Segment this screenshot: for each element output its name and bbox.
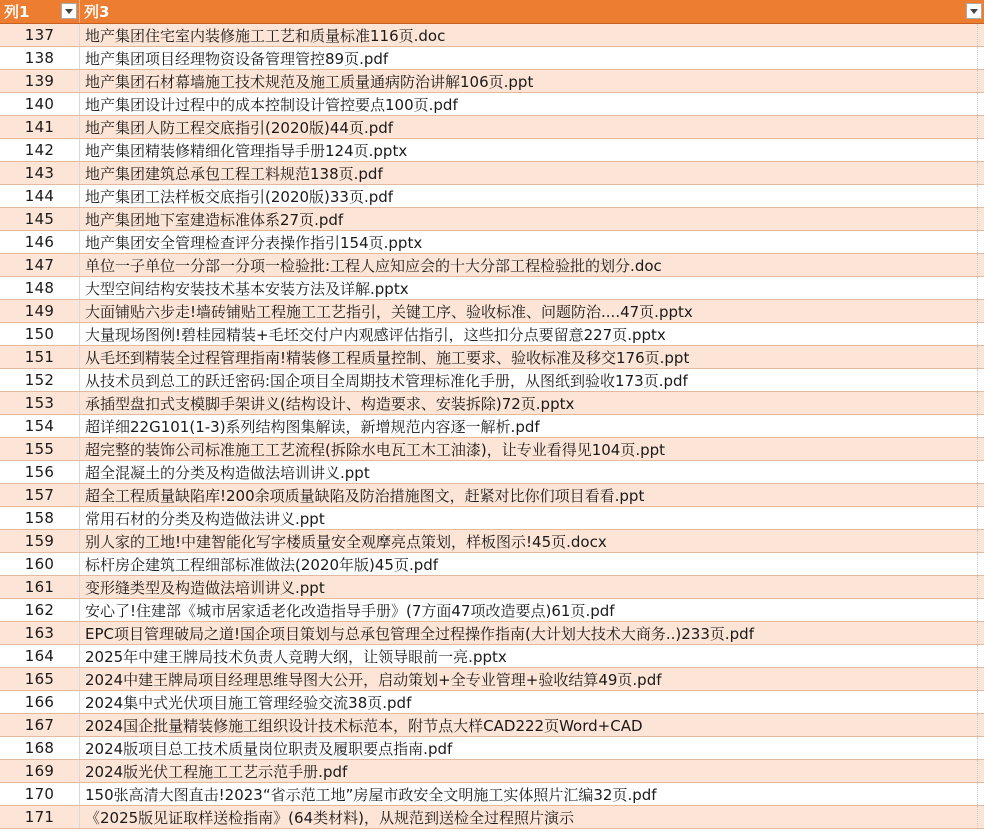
table-row[interactable] xyxy=(0,645,984,668)
row-end-gridline xyxy=(977,507,984,529)
row-number-cell[interactable]: 169 xyxy=(0,760,80,782)
row-number-cell[interactable]: 148 xyxy=(0,277,80,299)
row-number-cell[interactable]: 153 xyxy=(0,392,80,414)
table-row[interactable] xyxy=(0,576,984,599)
title-cell[interactable]: 2024国企批量精装修施工组织设计技术标范本，附节点大样CAD222页Word+CAD xyxy=(85,716,643,735)
row-number-cell[interactable]: 161 xyxy=(0,576,80,598)
title-cell[interactable]: 变形缝类型及构造做法培训讲义.ppt xyxy=(85,578,325,597)
title-cell[interactable]: 超全混凝土的分类及构造做法培训讲义.ppt xyxy=(85,463,370,482)
row-end-gridline xyxy=(977,116,984,138)
table-header xyxy=(0,0,984,24)
table-row[interactable] xyxy=(0,599,984,622)
row-end-gridline xyxy=(977,438,984,460)
table-row[interactable] xyxy=(0,47,984,70)
row-end-gridline xyxy=(977,231,984,253)
title-cell[interactable]: 地产集团安全管理检查评分表操作指引154页.pptx xyxy=(85,233,423,252)
row-end-gridline xyxy=(977,415,984,437)
row-number-cell[interactable]: 171 xyxy=(0,806,80,828)
title-cell[interactable]: 从技术员到总工的跃迁密码:国企项目全周期技术管理标准化手册，从图纸到验收173页.pdf xyxy=(85,371,688,390)
table-row[interactable] xyxy=(0,553,984,576)
row-end-gridline xyxy=(977,346,984,368)
row-number-cell[interactable]: 141 xyxy=(0,116,80,138)
row-end-gridline xyxy=(977,93,984,115)
row-end-gridline xyxy=(977,277,984,299)
table-row[interactable] xyxy=(0,806,984,829)
row-end-gridline xyxy=(977,369,984,391)
title-cell[interactable]: 2024版项目总工技术质量岗位职责及履职要点指南.pdf xyxy=(85,739,453,758)
title-cell[interactable]: 《2025版见证取样送检指南》(64类材料)，从规范到送检全过程照片演示 xyxy=(85,808,574,827)
row-end-gridline xyxy=(977,208,984,230)
row-number-cell[interactable]: 160 xyxy=(0,553,80,575)
row-end-gridline xyxy=(977,47,984,69)
row-number-cell[interactable]: 157 xyxy=(0,484,80,506)
title-cell[interactable]: 2025年中建王牌局技术负责人竞聘大纲，让领导眼前一亮.pptx xyxy=(85,647,507,666)
title-cell[interactable]: 安心了!住建部《城市居家适老化改造指导手册》(7方面47项改造要点)61页.pdf xyxy=(85,601,615,620)
row-number-cell[interactable]: 167 xyxy=(0,714,80,736)
table-row[interactable] xyxy=(0,783,984,806)
title-cell[interactable]: 超全工程质量缺陷库!200余项质量缺陷及防治措施图文，赶紧对比你们项目看看.ppt xyxy=(85,486,645,505)
row-number-cell[interactable]: 138 xyxy=(0,47,80,69)
title-cell[interactable]: 地产集团地下室建造标准体系27页.pdf xyxy=(85,210,344,229)
title-cell[interactable]: 地产集团人防工程交底指引(2020版)44页.pdf xyxy=(85,118,394,137)
row-number-cell[interactable]: 142 xyxy=(0,139,80,161)
row-end-gridline xyxy=(977,392,984,414)
row-number-cell[interactable]: 155 xyxy=(0,438,80,460)
row-number-cell[interactable]: 170 xyxy=(0,783,80,805)
row-end-gridline xyxy=(977,668,984,690)
row-number-cell[interactable]: 149 xyxy=(0,300,80,322)
row-end-gridline xyxy=(977,783,984,805)
filter-dropdown-col1[interactable] xyxy=(61,3,77,19)
row-number-cell[interactable]: 163 xyxy=(0,622,80,644)
title-cell[interactable]: 2024版光伏工程施工工艺示范手册.pdf xyxy=(85,762,348,781)
title-cell[interactable]: 承插型盘扣式支模脚手架讲义(结构设计、构造要求、安装拆除)72页.pptx xyxy=(85,394,575,413)
table-row[interactable] xyxy=(0,277,984,300)
row-end-gridline xyxy=(977,806,984,828)
row-number-cell[interactable]: 154 xyxy=(0,415,80,437)
table-row[interactable] xyxy=(0,691,984,714)
title-cell[interactable]: 大量现场图例!碧桂园精装+毛坯交付户内观感评估指引，这些扣分点要留意227页.pptx xyxy=(85,325,666,344)
table-row[interactable] xyxy=(0,254,984,277)
row-end-gridline xyxy=(977,622,984,644)
row-end-gridline xyxy=(977,553,984,575)
table-row[interactable] xyxy=(0,760,984,783)
row-number-cell[interactable]: 151 xyxy=(0,346,80,368)
row-number-cell[interactable]: 165 xyxy=(0,668,80,690)
header-cell-col1[interactable] xyxy=(0,0,80,23)
table-row[interactable] xyxy=(0,346,984,369)
title-cell[interactable]: 地产集团精装修精细化管理指导手册124页.pptx xyxy=(85,141,408,160)
table-row[interactable] xyxy=(0,668,984,691)
row-end-gridline xyxy=(977,300,984,322)
title-cell[interactable]: 150张高清大图直击!2023“省示范工地”房屋市政安全文明施工实体照片汇编32页.pdf xyxy=(85,785,657,804)
title-cell[interactable]: 地产集团建筑总承包工程工料规范138页.pdf xyxy=(85,164,383,183)
title-cell[interactable]: 地产集团项目经理物资设备管理管控89页.pdf xyxy=(85,49,389,68)
title-cell[interactable]: 2024集中式光伏项目施工管理经验交流38页.pdf xyxy=(85,693,412,712)
table-row[interactable] xyxy=(0,530,984,553)
row-end-gridline xyxy=(977,645,984,667)
table-row[interactable] xyxy=(0,208,984,231)
table-row[interactable] xyxy=(0,369,984,392)
row-end-gridline xyxy=(977,323,984,345)
table-row[interactable] xyxy=(0,737,984,760)
title-cell[interactable]: 别人家的工地!中建智能化写字楼质量安全观摩亮点策划，样板图示!45页.docx xyxy=(85,532,607,551)
title-cell[interactable]: 地产集团住宅室内装修施工工艺和质量标准116页.doc xyxy=(85,26,446,45)
header-cell-col3[interactable] xyxy=(80,0,984,23)
row-end-gridline xyxy=(977,461,984,483)
row-number-cell[interactable]: 158 xyxy=(0,507,80,529)
row-end-gridline xyxy=(977,484,984,506)
row-end-gridline xyxy=(977,691,984,713)
dropdown-arrow-icon xyxy=(970,9,978,14)
title-cell[interactable]: 从毛坯到精装全过程管理指南!精装修工程质量控制、施工要求、验收标准及移交176页.ppt xyxy=(85,348,690,367)
table-row[interactable] xyxy=(0,116,984,139)
table-row[interactable] xyxy=(0,231,984,254)
title-cell[interactable]: 标杆房企建筑工程细部标准做法(2020年版)45页.pdf xyxy=(85,555,439,574)
title-cell[interactable]: 超完整的装饰公司标准施工工艺流程(拆除水电瓦工木工油漆)，让专业看得见104页.ppt xyxy=(85,440,666,459)
table-row[interactable] xyxy=(0,139,984,162)
table-row[interactable] xyxy=(0,484,984,507)
table-row[interactable] xyxy=(0,323,984,346)
table-row[interactable] xyxy=(0,185,984,208)
row-end-gridline xyxy=(977,139,984,161)
row-number-cell[interactable]: 150 xyxy=(0,323,80,345)
title-cell[interactable]: 超详细22G101(1-3)系列结构图集解读，新增规范内容逐一解析.pdf xyxy=(85,417,540,436)
row-number-cell[interactable]: 164 xyxy=(0,645,80,667)
table-row[interactable] xyxy=(0,300,984,323)
row-end-gridline xyxy=(977,576,984,598)
row-number-cell[interactable]: 166 xyxy=(0,691,80,713)
table-row[interactable] xyxy=(0,24,984,47)
title-cell[interactable]: 大面铺贴六步走!墙砖铺贴工程施工工艺指引，关键工序、验收标准、问题防治....47页.pptx xyxy=(85,302,693,321)
row-end-gridline xyxy=(977,162,984,184)
dropdown-arrow-icon xyxy=(65,9,73,14)
row-end-gridline xyxy=(977,70,984,92)
row-number-cell[interactable]: 159 xyxy=(0,530,80,552)
row-number-cell[interactable]: 162 xyxy=(0,599,80,621)
row-number-cell[interactable]: 152 xyxy=(0,369,80,391)
filter-dropdown-col3[interactable] xyxy=(966,3,982,19)
row-number-cell[interactable]: 144 xyxy=(0,185,80,207)
table-row[interactable] xyxy=(0,714,984,737)
row-end-gridline xyxy=(977,714,984,736)
row-end-gridline xyxy=(977,530,984,552)
row-end-gridline xyxy=(977,24,984,46)
title-cell[interactable]: 2024中建王牌局项目经理思维导图大公开，启动策划+全专业管理+验收结算49页.pdf xyxy=(85,670,662,689)
row-number-cell[interactable]: 146 xyxy=(0,231,80,253)
title-cell[interactable]: 地产集团设计过程中的成本控制设计管控要点100页.pdf xyxy=(85,95,458,114)
row-end-gridline xyxy=(977,760,984,782)
table-row[interactable] xyxy=(0,622,984,645)
header-label-col1: 列1 xyxy=(4,3,30,21)
table-row[interactable] xyxy=(0,461,984,484)
row-number-cell[interactable]: 168 xyxy=(0,737,80,759)
title-cell[interactable]: 大型空间结构安装技术基本安装方法及详解.pptx xyxy=(85,279,409,298)
row-number-cell[interactable]: 140 xyxy=(0,93,80,115)
table-row[interactable] xyxy=(0,415,984,438)
row-end-gridline xyxy=(977,185,984,207)
row-end-gridline xyxy=(977,737,984,759)
title-cell[interactable]: 单位一子单位一分部一分项一检验批:工程人应知应会的十大分部工程检验批的划分.doc xyxy=(85,256,662,275)
table-row[interactable] xyxy=(0,70,984,93)
row-end-gridline xyxy=(977,599,984,621)
table-row[interactable] xyxy=(0,93,984,116)
table-row[interactable] xyxy=(0,162,984,185)
row-number-cell[interactable]: 143 xyxy=(0,162,80,184)
table-row[interactable] xyxy=(0,392,984,415)
row-number-cell[interactable]: 156 xyxy=(0,461,80,483)
table-row[interactable] xyxy=(0,507,984,530)
title-cell[interactable]: 常用石材的分类及构造做法讲义.ppt xyxy=(85,509,325,528)
row-number-cell[interactable]: 147 xyxy=(0,254,80,276)
title-cell[interactable]: EPC项目管理破局之道!国企项目策划与总承包管理全过程操作指南(大计划大技术大商务..)233页.pdf xyxy=(85,624,754,643)
title-cell[interactable]: 地产集团石材幕墙施工技术规范及施工质量通病防治讲解106页.ppt xyxy=(85,72,534,91)
row-number-cell[interactable]: 139 xyxy=(0,70,80,92)
table-row[interactable] xyxy=(0,438,984,461)
row-number-cell[interactable]: 145 xyxy=(0,208,80,230)
title-cell[interactable]: 地产集团工法样板交底指引(2020版)33页.pdf xyxy=(85,187,394,206)
row-number-cell[interactable]: 137 xyxy=(0,24,80,46)
table-body xyxy=(0,24,984,829)
header-label-col3: 列3 xyxy=(84,3,110,21)
row-end-gridline xyxy=(977,254,984,276)
